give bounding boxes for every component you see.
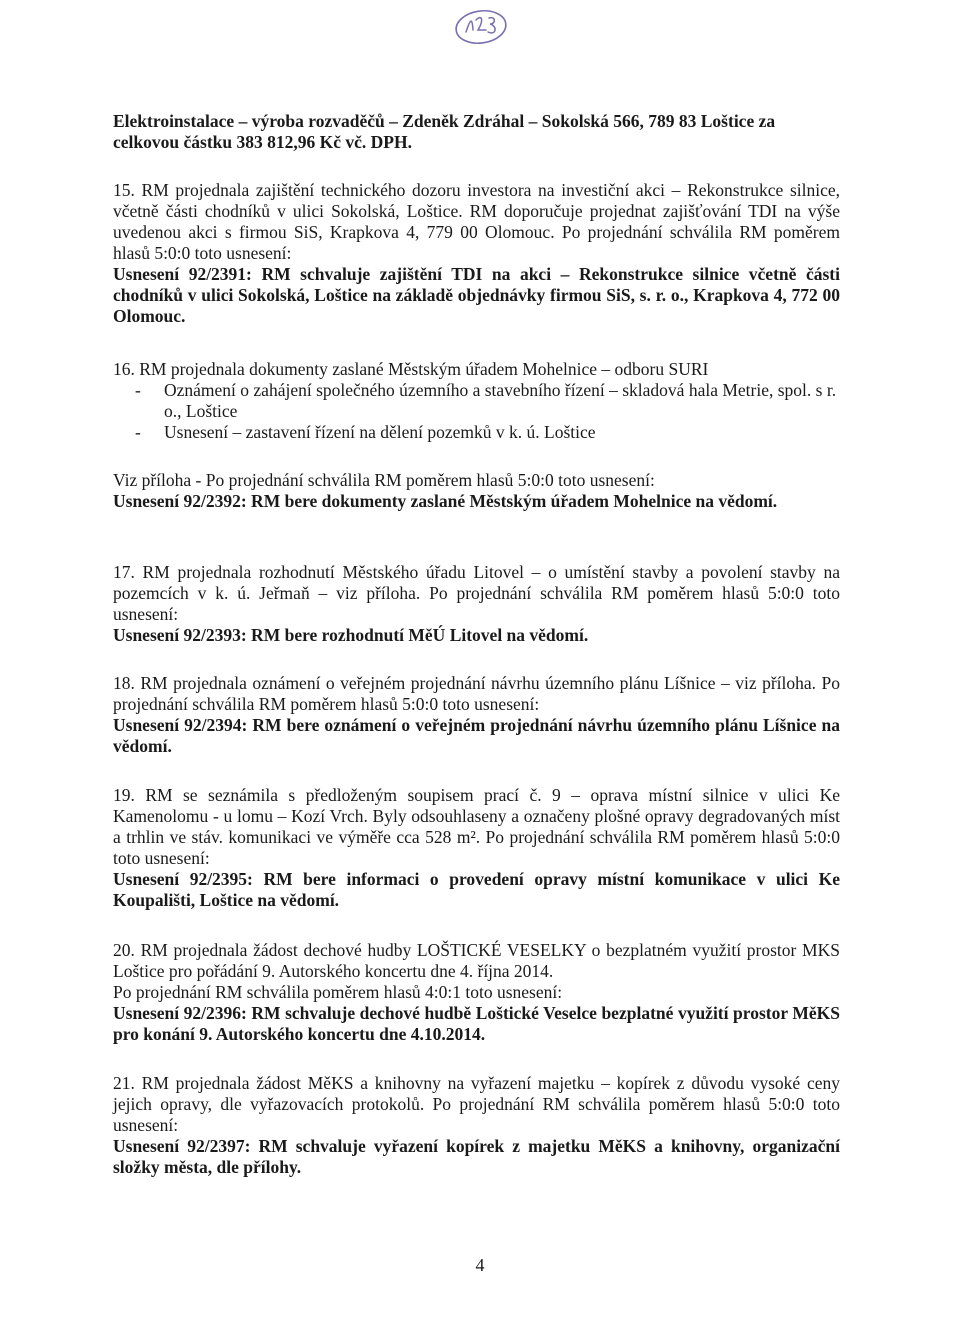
item-19 [113,785,840,911]
item-20 [113,940,840,1045]
intro-section [113,111,840,153]
item-text: 17. RM projednala rozhodnutí Městského úřadu Litovel – o umístění stavby a povolení stavby na pozemcích v k. ú. Jeřmaň – viz příloha. Po projednání schválila RM poměrem hlasů 5:0:0 toto usnesení: [113,562,840,624]
page-number: 4 [475,1255,485,1275]
handwritten-page-stamp [452,6,510,46]
item-text: 18. RM projednala oznámení o veřejném projednání návrhu územního plánu Líšnice – viz příloha. Po projednání schválila RM poměrem hlasů 5:0:0 toto usnesení: [113,673,840,714]
item-16-resolution [113,470,840,512]
resolution-text: Usnesení 92/2392: RM bere dokumenty zaslané Městským úřadem Mohelnice na vědomí. [113,491,778,511]
item-21 [113,1073,840,1178]
resolution-text: Usnesení 92/2395: RM bere informaci o provedení opravy místní komunikace v ulici Ke Koupališti, Loštice na vědomí. [113,869,840,910]
resolution-text: Usnesení 92/2396: RM schvaluje dechové hudbě Loštické Veselce bezplatné využití prostor MěKS pro konání 9. Autorského koncertu dne 4.10.2014. [113,1003,840,1044]
item-18 [113,673,840,757]
resolution-text: Usnesení 92/2391: RM schvaluje zajištění TDI na akci – Rekonstrukce silnice včetně části chodníků v ulici Sokolská, Loštice na základě objednávky firmou SiS, s. r. o., Krapkova 4, 772 00 Olomouc. [113,264,840,326]
item-16 [113,359,840,443]
item-17 [113,562,840,646]
item-text-2: Po projednání RM schválila poměrem hlasů 4:0:1 toto usnesení: [113,982,563,1002]
item-15 [113,180,840,327]
resolution-text: Usnesení 92/2397: RM schvaluje vyřazení kopírek z majetku MěKS a knihovny, organizační složky města, dle přílohy. [113,1136,840,1177]
item-text-2: Viz příloha - Po projednání schválila RM poměrem hlasů 5:0:0 toto usnesení: [113,470,655,490]
stamp-graphic [452,6,510,46]
item-text: 21. RM projednala žádost MěKS a knihovny na vyřazení majetku – kopírek z důvodu vysoké ceny jejich opravy, dle vyřazovacích protokolů. Po projednání RM schválila poměrem hlasů 5:0:0 toto usnesení: [113,1073,840,1135]
intro-bold-text: Elektroinstalace – výroba rozvaděčů – Zdeněk Zdráhal – Sokolská 566, 789 83 Loštice za celkovou částku 383 812,96 Kč vč. DPH. [113,111,776,152]
item-text: 15. RM projednala zajištění technického dozoru investora na investiční akci – Rekonstrukce silnice, včetně části chodníků v ulici Sokolská, Loštice. RM doporučuje projednat zajišťování TDI na výše uvedenou akci s firmou SiS, Krapkova 4, 779 00 Olomouc. Po projednání schválila RM poměrem hlasů 5:0:0 toto usnesení: [113,180,840,263]
item-text: 19. RM se seznámila s předloženým soupisem prací č. 9 – oprava místní silnice v ulici Ke Kamenolomu - u lomu – Kozí Vrch. Byly odsouhlaseny a označeny plošné opravy degradovaných míst a trhlin ve stáv. komunikaci ve výměře cca 528 m². Po projednání schválila RM poměrem hlasů 5:0:0 toto usnesení: [113,785,840,868]
list-item: - Oznámení o zahájení společného územního a stavebního řízení – skladová hala Metrie, spol. s r. o., Loštice [113,380,840,422]
resolution-text: Usnesení 92/2393: RM bere rozhodnutí MěÚ Litovel na vědomí. [113,625,589,645]
item-bullet-list [113,380,840,443]
item-text: 20. RM projednala žádost dechové hudby LOŠTICKÉ VESELKY o bezplatném využití prostor MKS Loštice pro pořádání 9. Autorského koncertu dne 4. října 2014. [113,940,840,981]
list-item: - Usnesení – zastavení řízení na dělení pozemků v k. ú. Loštice [113,422,840,443]
resolution-text: Usnesení 92/2394: RM bere oznámení o veřejném projednání návrhu územního plánu Líšnice na vědomí. [113,715,840,756]
item-text: 16. RM projednala dokumenty zaslané Městským úřadem Mohelnice – odboru SURI [113,359,709,379]
